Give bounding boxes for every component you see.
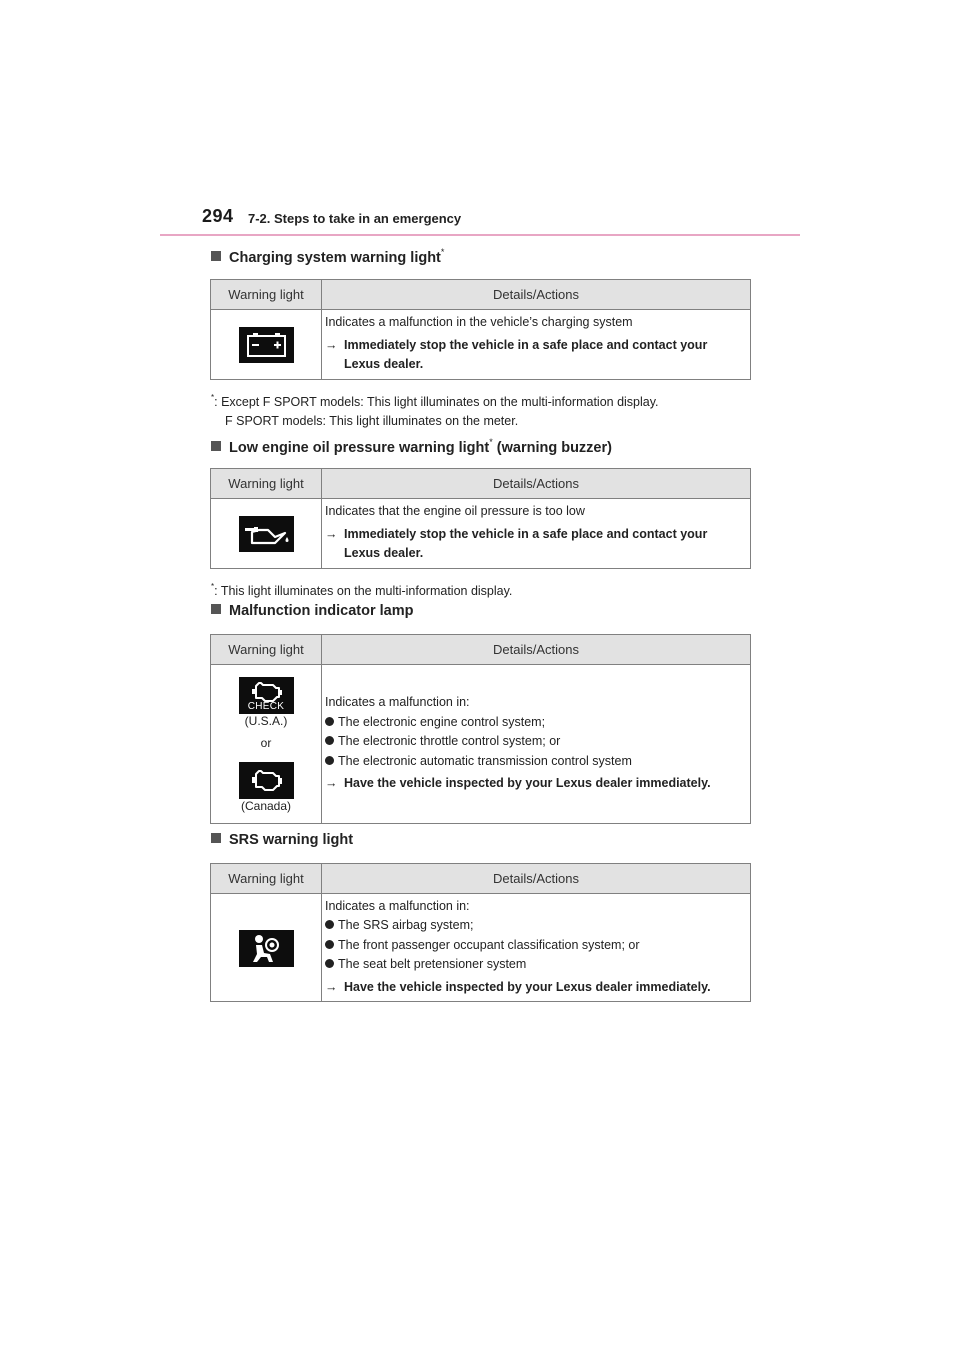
warning-light-cell [211,665,322,824]
usa-label: (U.S.A.) [244,713,288,728]
header-details-actions: Details/Actions [493,871,579,886]
table-header [211,864,750,894]
section-title-mil: Malfunction indicator lamp [211,603,413,619]
list-item: The seat belt pretensioner system [325,955,746,975]
header-warning-light: Warning light [211,864,322,893]
details-cell [322,310,750,380]
intro-text: Indicates a malfunction in: [325,695,470,710]
warning-light-cell [211,499,322,569]
engine-icon [239,762,294,799]
oil-can-icon [239,516,294,552]
intro-text: Indicates a malfunction in: [325,898,470,913]
square-bullet-icon [211,441,221,451]
check-engine-icon: CHECK [239,677,294,714]
table-row [211,499,750,569]
mil-table [210,634,751,824]
charging-table [210,279,751,380]
table-header [211,280,750,310]
action-text: → Immediately stop the vehicle in a safe place and contact your Lexus dealer. [325,337,708,372]
list-item: The electronic engine control system; [325,713,746,733]
header-warning-light: Warning light [211,280,322,309]
square-bullet-icon [211,251,221,261]
action-text: → Have the vehicle inspected by your Lexus dealer immediately. [325,776,711,791]
list-item: The electronic automatic transmission control system [325,752,746,772]
section-title-charging: Charging system warning light* [211,247,444,266]
list-item: The SRS airbag system; [325,916,746,936]
description: Indicates that the engine oil pressure is too low [325,504,585,519]
warning-light-cell [211,894,322,1002]
footnote-oil: *: This light illuminates on the multi-information display. [211,582,513,598]
square-bullet-icon [211,604,221,614]
chapter-title: 7-2. Steps to take in an emergency [248,211,462,226]
or-label: or [260,735,272,750]
airbag-icon [239,930,294,967]
square-bullet-icon [211,833,221,843]
header-details-actions: Details/Actions [493,642,579,657]
section-title-oil: Low engine oil pressure warning light* (warning buzzer) [211,437,612,456]
table-row [211,310,750,380]
table-header [211,635,750,665]
srs-table [210,863,751,1002]
oil-table [210,468,751,569]
description: Indicates a malfunction in the vehicle’s charging system [325,315,633,330]
action-text: → Have the vehicle inspected by your Lexus dealer immediately. [325,979,711,994]
details-cell [322,665,750,824]
header-warning-light: Warning light [211,635,322,664]
section-title-srs: SRS warning light [211,832,353,848]
footnote-charging: *: Except F SPORT models: This light illuminates on the multi-information display. F SPORT models: This light illuminates on the meter. [211,393,659,428]
list-item: The front passenger occupant classification system; or [325,936,746,956]
table-row [211,894,750,1002]
warning-light-cell [211,310,322,380]
list-item: The electronic throttle control system; or [325,732,746,752]
header-details-actions: Details/Actions [493,287,579,302]
page-header [160,200,800,236]
action-text: → Immediately stop the vehicle in a safe place and contact your Lexus dealer. [325,526,708,561]
header-details-actions: Details/Actions [493,476,579,491]
battery-icon [239,327,294,363]
header-warning-light: Warning light [211,469,322,498]
table-row [211,665,750,824]
table-header [211,469,750,499]
page-number: 294 [202,206,234,226]
details-cell [322,894,750,1002]
canada-label: (Canada) [240,798,292,813]
details-cell [322,499,750,569]
